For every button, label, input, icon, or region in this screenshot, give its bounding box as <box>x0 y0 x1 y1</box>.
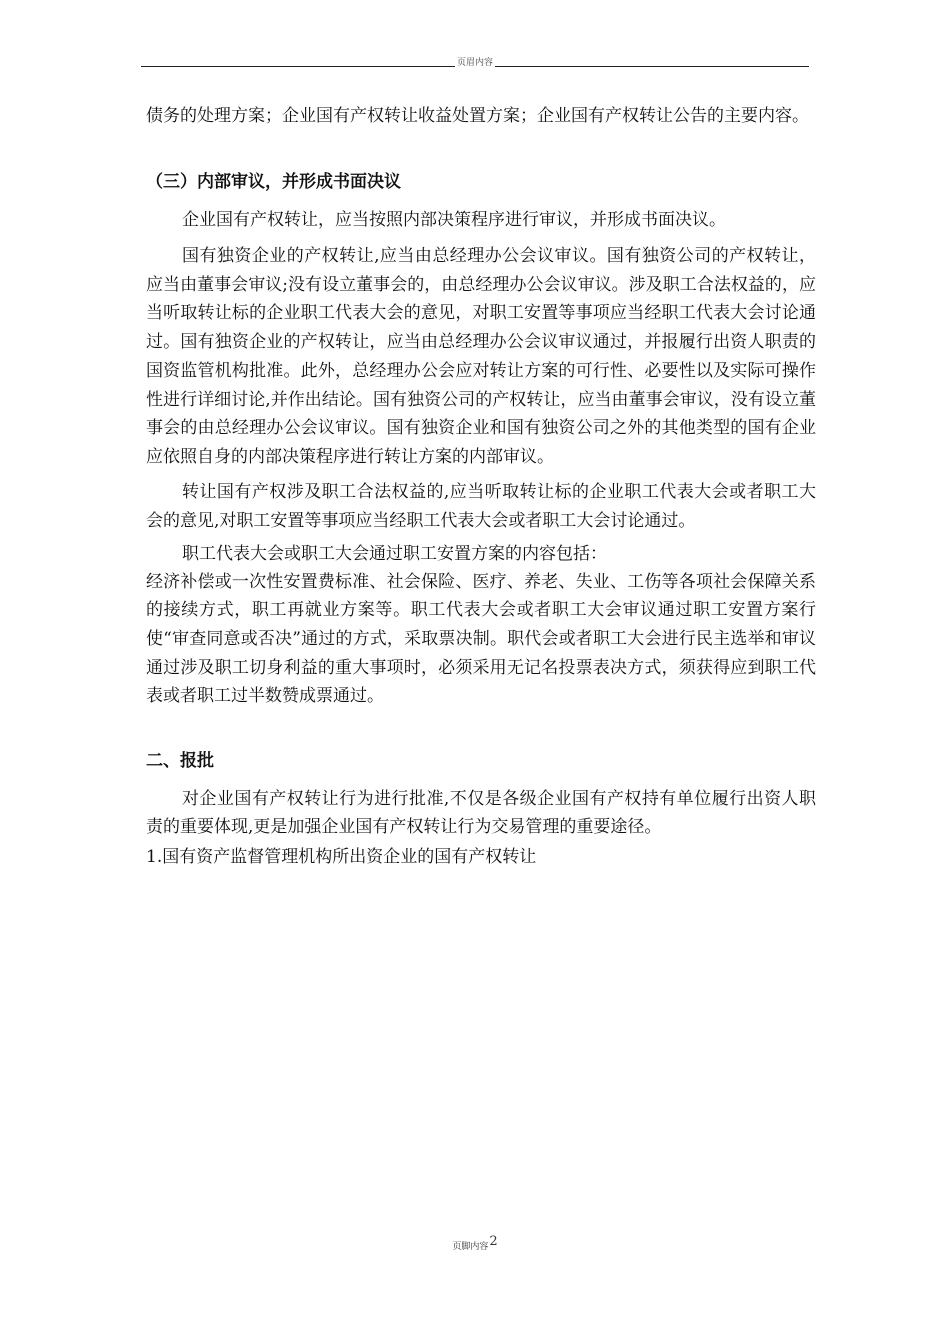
paragraph-5: 职工代表大会或职工大会通过职工安置方案的内容包括： <box>182 543 607 564</box>
paragraph-2: 企业国有产权转让，应当按照内部决策程序进行审议，并形成书面决议。 <box>182 210 726 230</box>
paragraph-1: 债务的处理方案；企业国有产权转让收益处置方案；企业国有产权转让公告的主要内容。 <box>146 106 809 126</box>
paragraph-4: 转让国有产权涉及职工合法权益的,应当听取转让标的企业职工代表大会或者职工大会的意见,对职工安置等事项应当经职工代表大会或者职工大会讨论通过。 <box>146 481 816 531</box>
page-footer <box>0 1236 950 1253</box>
paragraph-8: 1.国有资产监督管理机构所出资企业的国有产权转让 <box>146 847 537 868</box>
footer-text: 页脚内容 <box>452 1242 489 1252</box>
header-text: 页眉内容 <box>456 58 493 68</box>
spacer <box>146 130 816 158</box>
document-body <box>146 102 816 871</box>
paragraph-6: 经济补偿或一次性安置费标准、社会保险、医疗、养老、失业、工伤等各项社会保障关系的接续方式，职工再就业方案等。职工代表大会或者职工大会审议通过职工安置方案行使“审查同意或否决”通过的方式，采取票决制。职代会或者职工大会进行民主选举和审议通过涉及职工切身利益的重大事项时，必须采用无记名投票表决方式，须获得应到职工代表或者职工过半数赞成票通过。 <box>146 571 816 707</box>
paragraph-3: 国有独资企业的产权转让,应当由总经理办公会议审议。国有独资公司的产权转让，应当由董事会审议;没有设立董事会的，由总经理办公会议审议。涉及职工合法权益的，应当听取转让标的企业职工代表大会的意见，对职工安置等事项应当经职工代表大会讨论通过。国有独资企业的产权转让，应当由总经理办公会议审议通过，并报履行出资人职责的国资监管机构批准。此外，总经理办公会应对转让方案的可行性、必要性以及实际可操作性进行详细讨论,并作出结论。国有独资公司的产权转让，应当由董事会审议，没有设立董事会的由总经理办公会议审议。国有独资企业和国有独资公司之外的其他类型的国有企业应依照自身的内部决策程序进行转让方案的内部审议。 <box>146 246 816 467</box>
paragraph-7: 对企业国有产权转让行为进行批准,不仅是各级企业国有产权持有单位履行出资人职责的重要体现,更是加强企业国有产权转让行为交易管理的重要途径。 <box>146 789 816 838</box>
page-header <box>0 58 950 69</box>
section-heading-approval: 二、报批 <box>146 751 214 772</box>
section-heading-internal-review: （三）内部审议，并形成书面决议 <box>146 172 401 192</box>
page-number: 2 <box>489 1234 498 1249</box>
spacer <box>146 711 816 739</box>
